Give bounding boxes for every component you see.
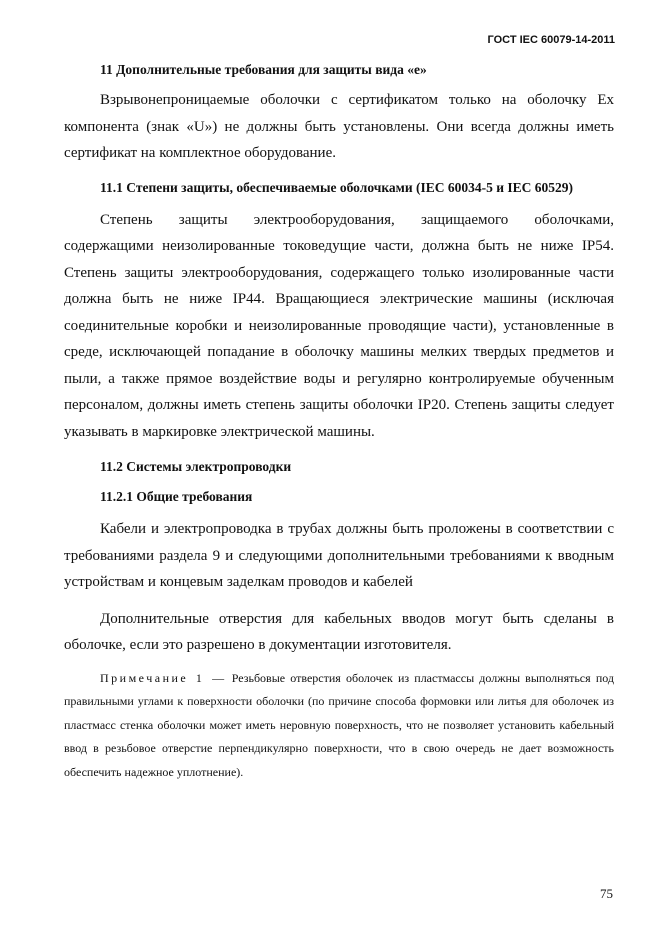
section-11-1-heading: 11.1 Степени защиты, обеспечиваемые оболочками (IEC 60034-5 и IEC 60529) [100, 179, 574, 195]
note-1-label: Примечание 1 — [100, 670, 227, 685]
section-11-heading: 11 Дополнительные требования для защиты вида «е» [100, 62, 427, 77]
section-11-paragraph: Взрывонепроницаемые оболочки с сертификатом только на оболочку Ex компонента (знак «U») не должны быть установлены. Они всегда должны иметь сертификат на комплектное оборудование. [64, 92, 614, 161]
section-11-2-heading: 11.2 Системы электропроводки [100, 459, 292, 474]
section-11-2-1-paragraph-2: Дополнительные отверстия для кабельных вводов могут быть сделаны в оболочке, если это разрешено в документации изготовителя. [64, 610, 614, 653]
running-header: ГОСТ IEC 60079-14-2011 [487, 34, 615, 46]
section-11-2-1-paragraph-1: Кабели и электропроводка в трубах должны быть проложены в соответствии с требованиями раздела 9 и следующими дополнительными требованиями к вводным устройствам и концевым заделкам проводов и кабелей [64, 521, 614, 590]
page-number: 75 [600, 886, 613, 901]
note-1-text: Резьбовые отверстия оболочек из пластмассы должны выполняться под правильными углами к поверхности оболочки (по причине способа формовки или литья для оболочек из пластмасс стенка оболочки может иметь неровную поверхность, что не позволяет установить кабельный ввод в резьбовое отверстие перпендикулярно поверхности, что в свою очередь не дает возможность обеспечить надежное уплотнение). [64, 670, 614, 779]
section-11-2-1-heading: 11.2.1 Общие требования [100, 489, 253, 504]
section-11-1-paragraph: Степень защиты электрооборудования, защищаемого оболочками, содержащими неизолированные токоведущие части, должна быть не ниже IP54. Степень защиты электрооборудования, содержащего только изолированные части должна быть не ниже IP44. Вращающиеся электрические машины (исключая соединительные коробки и неизолированные проводящие части), установленные в среде, исключающей попадание в оболочку машины мелких твердых предметов и пыли, а также прямое воздействие воды и регулярно контролируемые обученным персоналом, должны иметь степень защиты оболочки IP20. Степень защиты следует указывать в маркировке электрической машины. [64, 211, 614, 440]
page-content [64, 60, 614, 784]
note-1 [64, 667, 614, 785]
